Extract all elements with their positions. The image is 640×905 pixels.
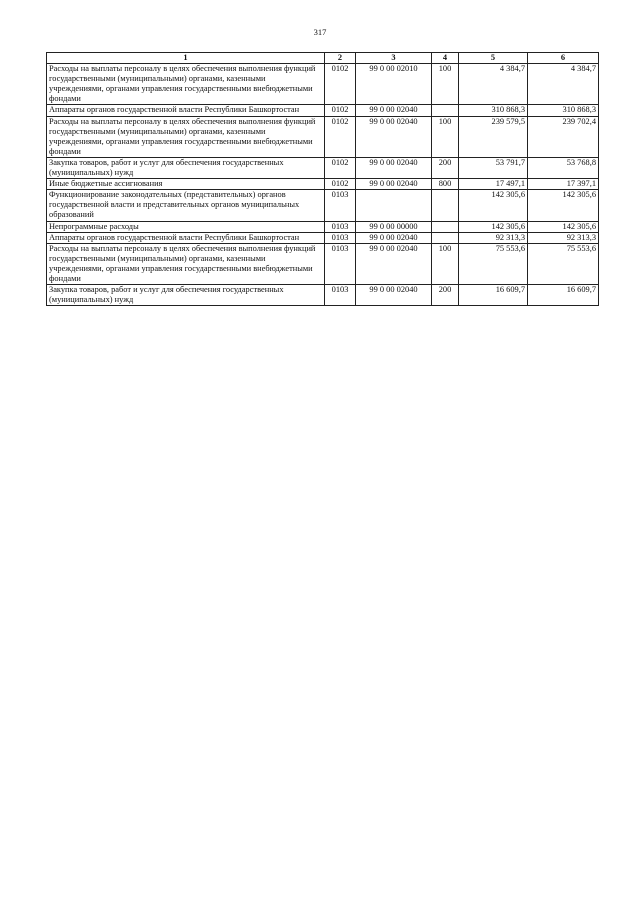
page-number: 317: [313, 27, 327, 37]
column-header-1: 1: [47, 53, 325, 64]
expense-type-cell: [432, 190, 459, 221]
row-name-cell: Аппараты органов государственной власти Республики Башкортостан: [47, 105, 325, 116]
section-code-cell: 0102: [325, 64, 356, 105]
table-row: [47, 64, 599, 105]
target-code-cell: 99 0 00 02010: [356, 64, 432, 105]
section-code-cell: 0103: [325, 221, 356, 232]
amount-col5-cell: 75 553,6: [459, 243, 528, 284]
amount-col6-cell: 142 305,6: [528, 221, 599, 232]
amount-col6-cell: 75 553,6: [528, 243, 599, 284]
row-name-cell: Иные бюджетные ассигнования: [47, 179, 325, 190]
table-row: [47, 243, 599, 284]
table-row: [47, 116, 599, 157]
expense-type-cell: 800: [432, 179, 459, 190]
column-header-5: 5: [459, 53, 528, 64]
target-code-cell: 99 0 00 02040: [356, 157, 432, 178]
expense-type-cell: [432, 221, 459, 232]
row-name-cell: Расходы на выплаты персоналу в целях обеспечения выполнения функций государственными (муниципальными) органами, казенными учреждениями, органами управления государственными внебюджетными фондами: [47, 64, 325, 105]
table-row: [47, 157, 599, 178]
budget-table: [46, 52, 599, 306]
amount-col5-cell: 142 305,6: [459, 190, 528, 221]
row-name-cell: Функционирование законодательных (представительных) органов государственной власти и представительных органов муниципальных образований: [47, 190, 325, 221]
section-code-cell: 0103: [325, 232, 356, 243]
row-name-cell: Непрограммные расходы: [47, 221, 325, 232]
row-name-cell: Закупка товаров, работ и услуг для обеспечения государственных (муниципальных) нужд: [47, 285, 325, 306]
target-code-cell: 99 0 00 02040: [356, 232, 432, 243]
expense-type-cell: 200: [432, 285, 459, 306]
amount-col6-cell: 16 609,7: [528, 285, 599, 306]
target-code-cell: 99 0 00 02040: [356, 116, 432, 157]
section-code-cell: 0102: [325, 116, 356, 157]
row-name-cell: Закупка товаров, работ и услуг для обеспечения государственных (муниципальных) нужд: [47, 157, 325, 178]
expense-type-cell: 100: [432, 116, 459, 157]
target-code-cell: 99 0 00 00000: [356, 221, 432, 232]
amount-col5-cell: 4 384,7: [459, 64, 528, 105]
table-row: [47, 232, 599, 243]
amount-col5-cell: 239 579,5: [459, 116, 528, 157]
column-header-6: 6: [528, 53, 599, 64]
amount-col5-cell: 53 791,7: [459, 157, 528, 178]
target-code-cell: 99 0 00 02040: [356, 243, 432, 284]
amount-col6-cell: 17 397,1: [528, 179, 599, 190]
section-code-cell: 0103: [325, 243, 356, 284]
section-code-cell: 0102: [325, 157, 356, 178]
table-row: [47, 179, 599, 190]
target-code-cell: 99 0 00 02040: [356, 179, 432, 190]
row-name-cell: Расходы на выплаты персоналу в целях обеспечения выполнения функций государственными (муниципальными) органами, казенными учреждениями, органами управления государственными внебюджетными фондами: [47, 116, 325, 157]
amount-col6-cell: 239 702,4: [528, 116, 599, 157]
amount-col6-cell: 310 868,3: [528, 105, 599, 116]
amount-col6-cell: 53 768,8: [528, 157, 599, 178]
expense-type-cell: [432, 232, 459, 243]
amount-col5-cell: 92 313,3: [459, 232, 528, 243]
expense-type-cell: 200: [432, 157, 459, 178]
row-name-cell: Расходы на выплаты персоналу в целях обеспечения выполнения функций государственными (муниципальными) органами, казенными учреждениями, органами управления государственными внебюджетными фондами: [47, 243, 325, 284]
amount-col5-cell: 17 497,1: [459, 179, 528, 190]
table-row: [47, 285, 599, 306]
target-code-cell: 99 0 00 02040: [356, 105, 432, 116]
amount-col5-cell: 142 305,6: [459, 221, 528, 232]
target-code-cell: 99 0 00 02040: [356, 285, 432, 306]
amount-col5-cell: 16 609,7: [459, 285, 528, 306]
expense-type-cell: 100: [432, 64, 459, 105]
column-header-3: 3: [356, 53, 432, 64]
table-row: [47, 221, 599, 232]
row-name-cell: Аппараты органов государственной власти Республики Башкортостан: [47, 232, 325, 243]
amount-col6-cell: 92 313,3: [528, 232, 599, 243]
target-code-cell: [356, 190, 432, 221]
section-code-cell: 0103: [325, 190, 356, 221]
table-header-row: [47, 53, 599, 64]
amount-col5-cell: 310 868,3: [459, 105, 528, 116]
table-row: [47, 105, 599, 116]
column-header-2: 2: [325, 53, 356, 64]
amount-col6-cell: 4 384,7: [528, 64, 599, 105]
section-code-cell: 0103: [325, 285, 356, 306]
expense-type-cell: [432, 105, 459, 116]
column-header-4: 4: [432, 53, 459, 64]
table-row: [47, 190, 599, 221]
amount-col6-cell: 142 305,6: [528, 190, 599, 221]
section-code-cell: 0102: [325, 105, 356, 116]
expense-type-cell: 100: [432, 243, 459, 284]
section-code-cell: 0102: [325, 179, 356, 190]
